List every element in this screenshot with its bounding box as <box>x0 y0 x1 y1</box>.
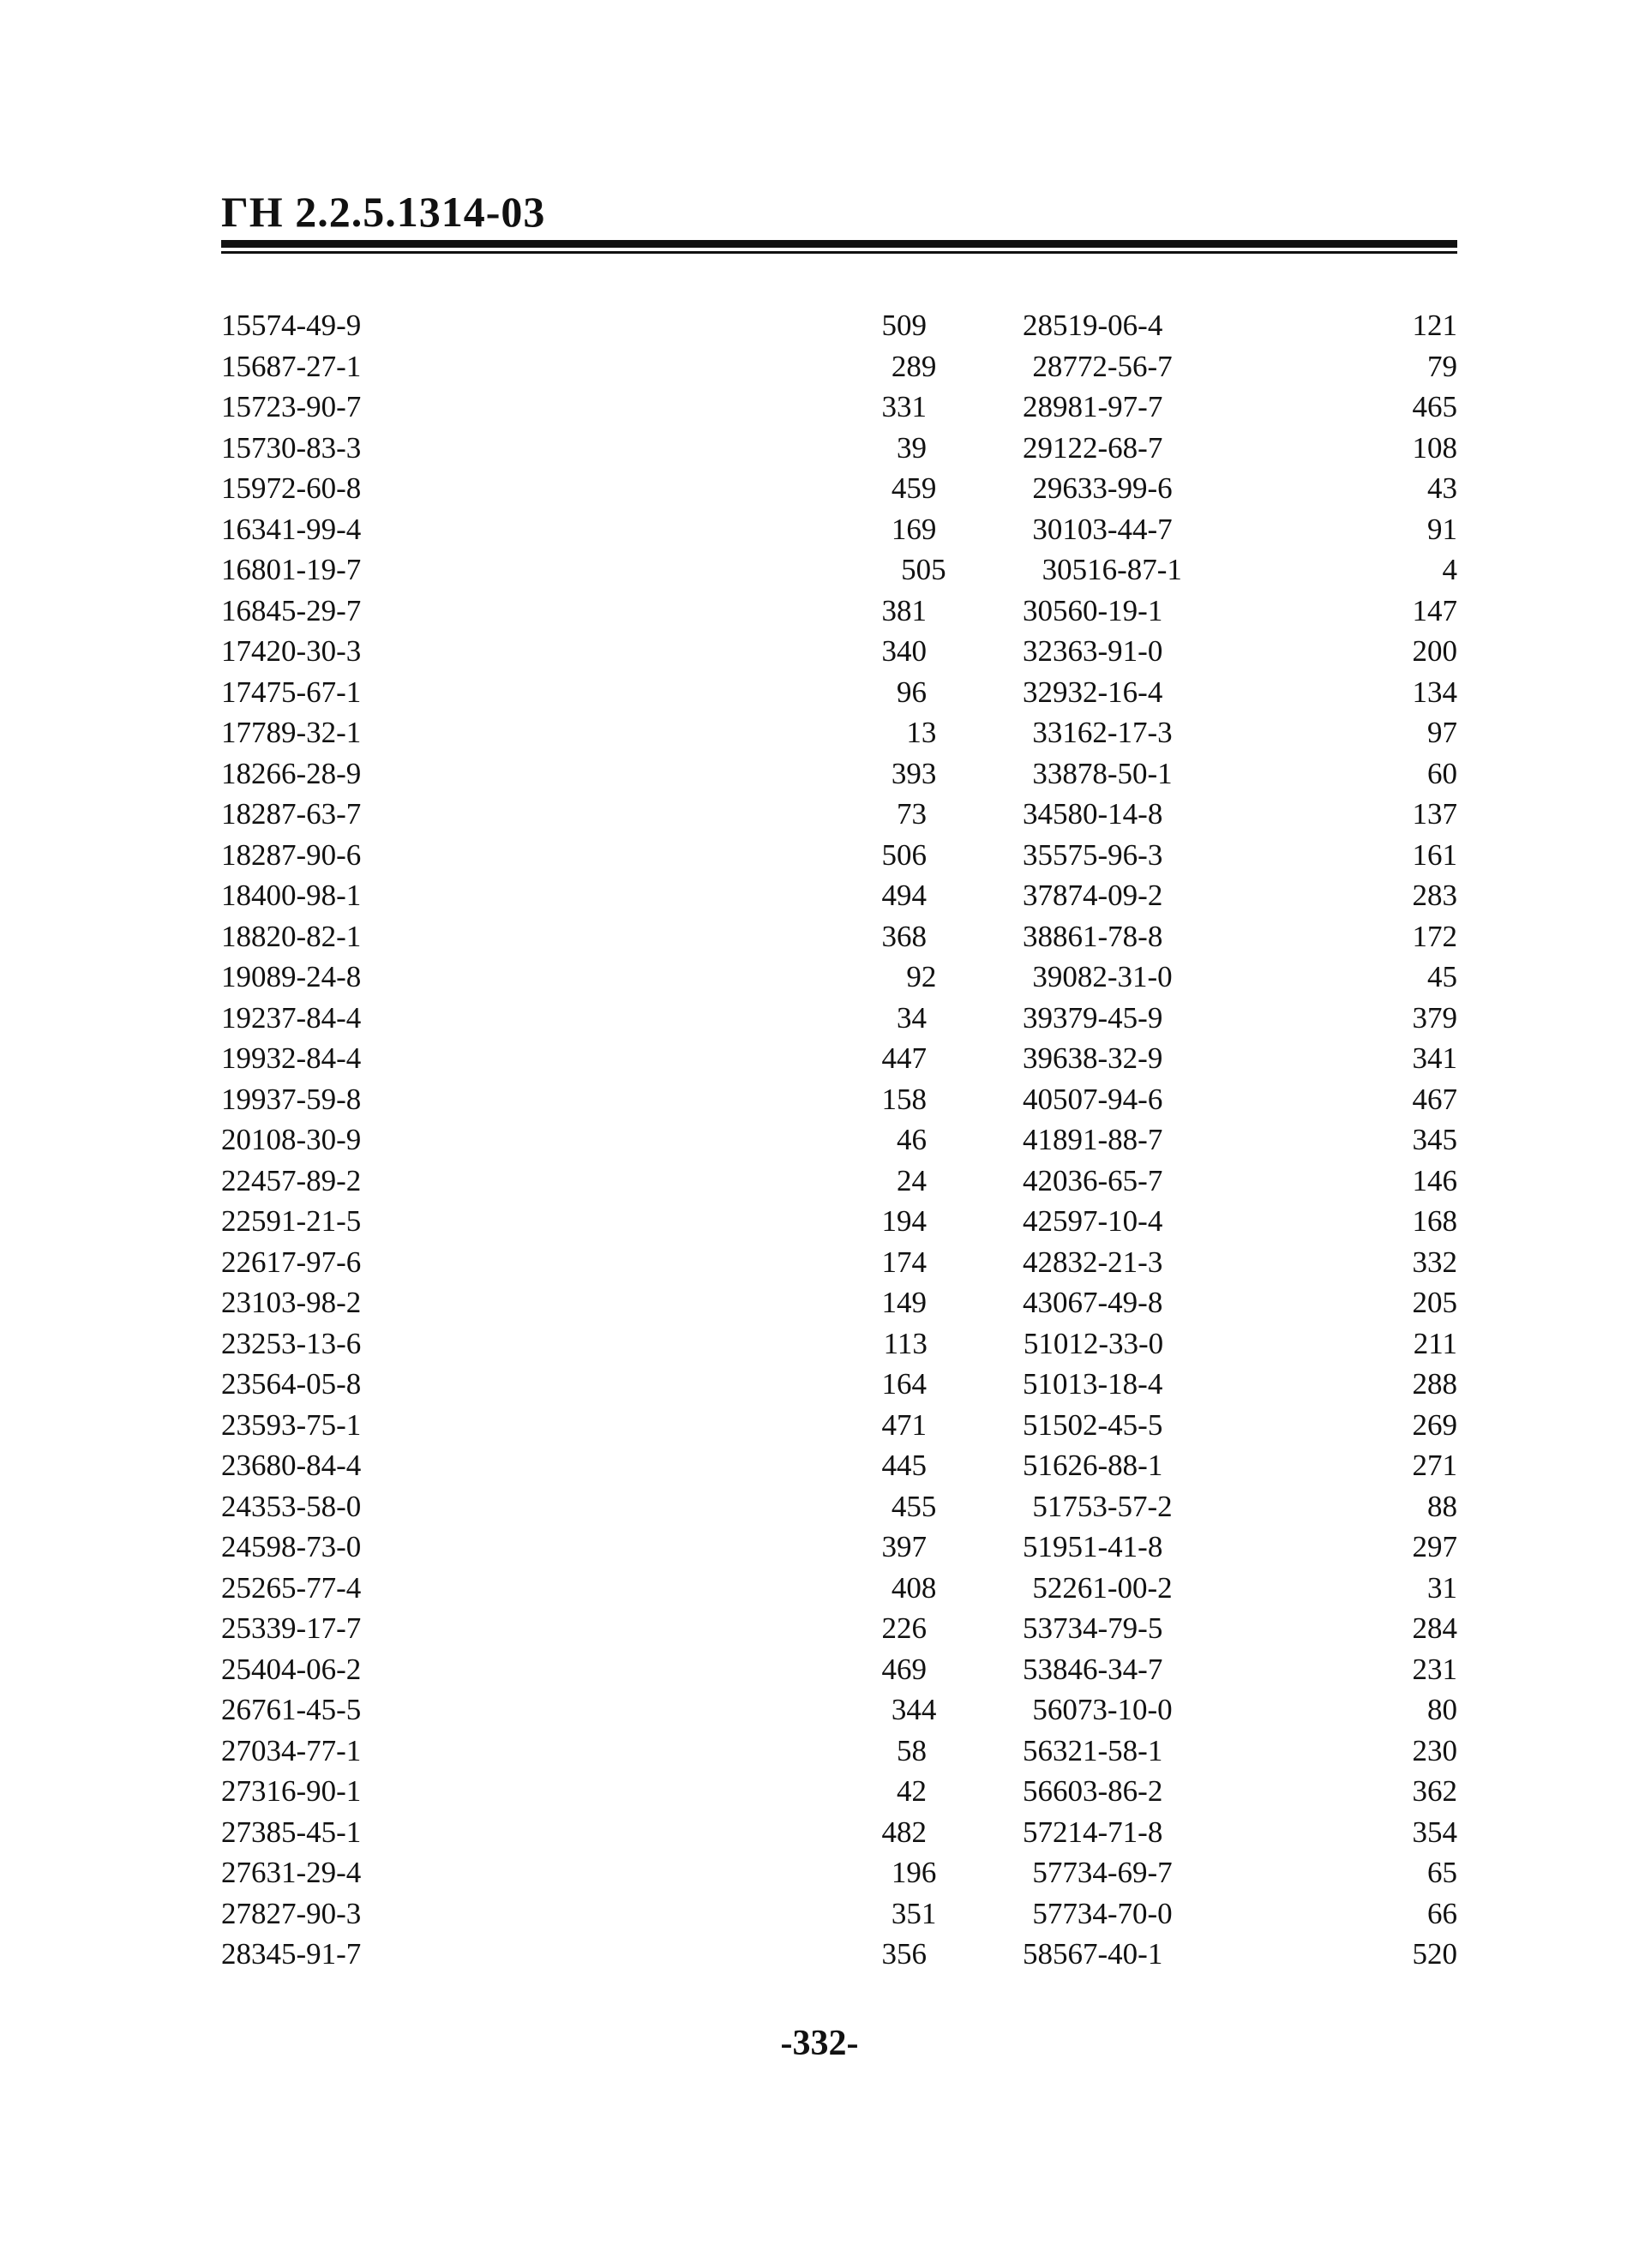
cas-number-right: 29633-99-6 <box>1032 471 1173 505</box>
cas-number-left: 23564-05-8 <box>221 1367 362 1401</box>
entry-number-right: 66 <box>1427 1896 1457 1930</box>
cas-number-right: 30103-44-7 <box>1032 512 1173 546</box>
table-row <box>221 1893 1457 1935</box>
entry-number-left: 455 <box>891 1489 937 1523</box>
entry-number-right: 137 <box>1412 797 1457 831</box>
entry-number-right: 4 <box>1442 553 1457 586</box>
table-row <box>221 1079 1457 1120</box>
entry-number-left: 393 <box>891 756 937 790</box>
cas-number-left: 18400-98-1 <box>221 879 362 912</box>
entry-number-right: 121 <box>1412 309 1457 342</box>
table-row <box>221 428 1457 469</box>
cas-number-right: 41891-88-7 <box>1023 1123 1163 1156</box>
table-row <box>221 875 1457 916</box>
entry-number-left: 164 <box>881 1367 928 1401</box>
entry-number-left: 158 <box>881 1082 928 1116</box>
entry-number-right: 284 <box>1412 1611 1457 1645</box>
table-row <box>221 1934 1457 1975</box>
cas-number-right: 51012-33-0 <box>1023 1326 1164 1360</box>
table-row <box>221 1323 1457 1365</box>
cas-number-left: 27316-90-1 <box>221 1774 362 1808</box>
cas-number-left: 18266-28-9 <box>221 756 362 790</box>
cas-number-left: 16801-19-7 <box>221 553 362 586</box>
cas-number-left: 22591-21-5 <box>221 1204 362 1238</box>
entry-number-left: 344 <box>891 1693 937 1726</box>
cas-number-right: 34580-14-8 <box>1023 797 1163 831</box>
entry-number-right: 467 <box>1412 1082 1457 1116</box>
cas-number-right: 33162-17-3 <box>1032 716 1173 749</box>
table-row <box>221 1405 1457 1446</box>
table-row <box>221 631 1457 672</box>
cas-number-left: 18820-82-1 <box>221 919 362 953</box>
cas-number-left: 19932-84-4 <box>221 1041 362 1075</box>
entry-number-left: 194 <box>881 1204 928 1238</box>
cas-number-right: 56073-10-0 <box>1032 1693 1173 1726</box>
cas-number-right: 57734-69-7 <box>1032 1856 1173 1889</box>
document-code-header: ГН 2.2.5.1314-03 <box>221 188 546 236</box>
entry-number-right: 205 <box>1412 1286 1457 1319</box>
table-row <box>221 672 1457 713</box>
table-row <box>221 1731 1457 1772</box>
cas-number-right: 53734-79-5 <box>1023 1611 1163 1645</box>
cas-number-right: 51951-41-8 <box>1023 1530 1163 1563</box>
entry-number-left: 34 <box>897 1000 928 1035</box>
table-row <box>221 1771 1457 1812</box>
cas-number-right: 32363-91-0 <box>1023 634 1163 668</box>
entry-number-left: 196 <box>891 1856 937 1889</box>
table-row <box>221 1038 1457 1079</box>
table-row <box>221 1568 1457 1609</box>
entry-number-left: 447 <box>881 1041 928 1075</box>
table-row <box>221 1608 1457 1649</box>
cas-number-left: 25404-06-2 <box>221 1652 362 1686</box>
cas-number-right: 42597-10-4 <box>1023 1204 1163 1238</box>
entry-number-right: 45 <box>1427 960 1457 993</box>
table-row <box>221 549 1457 591</box>
entry-number-left: 397 <box>881 1530 928 1563</box>
table-row <box>221 1649 1457 1690</box>
entry-number-left: 149 <box>881 1286 928 1319</box>
entry-number-right: 200 <box>1412 634 1457 668</box>
table-row <box>221 1364 1457 1405</box>
cas-number-left: 15972-60-8 <box>221 471 362 505</box>
cas-number-left: 18287-63-7 <box>221 797 362 831</box>
cas-number-right: 56603-86-2 <box>1023 1774 1163 1808</box>
cas-number-left: 15723-90-7 <box>221 390 362 423</box>
entry-number-right: 168 <box>1412 1204 1457 1238</box>
cas-number-right: 58567-40-1 <box>1023 1937 1163 1971</box>
entry-number-right: 465 <box>1412 390 1457 423</box>
cas-number-left: 23253-13-6 <box>221 1326 362 1360</box>
entry-number-right: 80 <box>1427 1693 1457 1726</box>
cas-number-left: 17475-67-1 <box>221 675 362 709</box>
entry-number-right: 146 <box>1412 1163 1457 1197</box>
cas-number-left: 20108-30-9 <box>221 1123 362 1156</box>
cas-number-right: 33878-50-1 <box>1032 756 1173 790</box>
entry-number-right: 231 <box>1412 1652 1457 1686</box>
entry-number-left: 226 <box>881 1611 928 1645</box>
entry-number-left: 509 <box>881 309 928 342</box>
entry-number-left: 96 <box>897 675 928 709</box>
header-rule-thick <box>221 240 1457 248</box>
entry-number-right: 65 <box>1427 1856 1457 1889</box>
table-row <box>221 1445 1457 1486</box>
entry-number-right: 345 <box>1412 1123 1457 1156</box>
entry-number-right: 379 <box>1412 1000 1457 1035</box>
table-row <box>221 1282 1457 1323</box>
entry-number-right: 341 <box>1412 1041 1457 1075</box>
entry-number-right: 43 <box>1427 471 1457 505</box>
table-row <box>221 835 1457 876</box>
cas-number-right: 53846-34-7 <box>1023 1652 1163 1686</box>
entry-number-left: 445 <box>881 1449 928 1482</box>
entry-number-left: 331 <box>881 390 928 423</box>
cas-number-left: 23593-75-1 <box>221 1407 362 1442</box>
entry-number-left: 24 <box>897 1163 928 1197</box>
cas-number-right: 39379-45-9 <box>1023 1000 1163 1035</box>
cas-number-right: 28981-97-7 <box>1023 390 1163 423</box>
entry-number-left: 408 <box>891 1570 937 1605</box>
entry-number-left: 169 <box>891 512 937 546</box>
cas-number-left: 17789-32-1 <box>221 716 362 749</box>
entry-number-right: 31 <box>1427 1570 1457 1605</box>
entry-number-right: 97 <box>1427 716 1457 749</box>
entry-number-right: 332 <box>1412 1245 1457 1279</box>
entry-number-left: 289 <box>891 349 937 383</box>
table-row <box>221 916 1457 957</box>
cas-number-left: 18287-90-6 <box>221 837 362 872</box>
cas-number-left: 15687-27-1 <box>221 349 362 383</box>
cas-number-left: 22617-97-6 <box>221 1245 362 1279</box>
entry-number-left: 42 <box>897 1774 928 1808</box>
entry-number-right: 211 <box>1413 1326 1457 1360</box>
entry-number-left: 506 <box>881 837 928 872</box>
cas-number-right: 39082-31-0 <box>1032 960 1173 993</box>
cas-number-left: 26761-45-5 <box>221 1693 362 1726</box>
cas-number-left: 15574-49-9 <box>221 309 362 342</box>
entry-number-left: 113 <box>883 1326 928 1360</box>
entry-number-right: 297 <box>1412 1530 1457 1563</box>
table-row <box>221 1242 1457 1283</box>
entry-number-left: 494 <box>881 879 928 912</box>
entry-number-right: 79 <box>1427 349 1457 383</box>
cas-number-right: 52261-00-2 <box>1032 1570 1173 1605</box>
cas-number-right: 56321-58-1 <box>1023 1733 1163 1767</box>
entry-number-right: 91 <box>1427 512 1457 546</box>
table-row <box>221 1812 1457 1853</box>
cas-number-right: 42036-65-7 <box>1023 1163 1163 1197</box>
cas-number-right: 57734-70-0 <box>1032 1896 1173 1930</box>
entry-number-right: 108 <box>1412 430 1457 465</box>
cas-number-left: 16341-99-4 <box>221 512 362 546</box>
cas-number-right: 43067-49-8 <box>1023 1286 1163 1319</box>
entry-number-left: 351 <box>891 1896 937 1930</box>
cas-number-right: 32932-16-4 <box>1023 675 1163 709</box>
cas-number-left: 16845-29-7 <box>221 593 362 627</box>
entry-number-right: 88 <box>1427 1489 1457 1523</box>
entry-number-left: 505 <box>901 553 946 586</box>
cas-number-right: 28519-06-4 <box>1023 309 1163 342</box>
entry-number-right: 269 <box>1412 1407 1457 1442</box>
cas-number-right: 29122-68-7 <box>1023 430 1163 465</box>
entry-number-left: 459 <box>891 471 937 505</box>
cas-number-right: 35575-96-3 <box>1023 837 1163 872</box>
entry-number-right: 288 <box>1412 1367 1457 1401</box>
header-rule <box>221 240 1457 254</box>
table-row <box>221 794 1457 835</box>
entry-number-left: 13 <box>906 716 937 749</box>
entry-number-right: 362 <box>1412 1774 1457 1808</box>
cas-number-right: 39638-32-9 <box>1023 1041 1163 1075</box>
cas-number-right: 30516-87-1 <box>1042 553 1182 586</box>
entry-number-right: 230 <box>1412 1733 1457 1767</box>
table-row <box>221 1161 1457 1202</box>
entry-number-right: 354 <box>1412 1815 1457 1849</box>
entry-number-right: 520 <box>1412 1937 1457 1971</box>
entry-number-left: 469 <box>881 1652 928 1686</box>
table-row <box>221 1852 1457 1893</box>
header-rule-thin <box>221 251 1457 254</box>
cas-number-left: 27034-77-1 <box>221 1733 362 1767</box>
cas-number-left: 27827-90-3 <box>221 1896 362 1930</box>
cas-number-right: 51502-45-5 <box>1023 1407 1163 1442</box>
table-row <box>221 1119 1457 1161</box>
table-row <box>221 1486 1457 1527</box>
cas-number-left: 24598-73-0 <box>221 1530 362 1563</box>
cas-number-left: 23103-98-2 <box>221 1286 362 1319</box>
entry-number-left: 174 <box>881 1245 928 1279</box>
cas-number-left: 19937-59-8 <box>221 1082 362 1116</box>
cas-number-right: 40507-94-6 <box>1023 1082 1163 1116</box>
entry-number-right: 147 <box>1412 593 1457 627</box>
table-row <box>221 346 1457 387</box>
page-number: -332- <box>780 2024 859 2063</box>
table-row <box>221 1201 1457 1242</box>
entry-number-right: 60 <box>1427 756 1457 790</box>
entry-number-left: 39 <box>897 430 928 465</box>
table-row <box>221 387 1457 428</box>
table-row <box>221 957 1457 998</box>
cas-number-right: 57214-71-8 <box>1023 1815 1163 1849</box>
cas-number-left: 27385-45-1 <box>221 1815 362 1849</box>
cas-number-left: 22457-89-2 <box>221 1163 362 1197</box>
cas-number-left: 15730-83-3 <box>221 430 362 465</box>
table-row <box>221 1689 1457 1731</box>
table-row <box>221 712 1457 753</box>
table-row <box>221 468 1457 509</box>
entry-number-left: 73 <box>897 797 928 831</box>
cas-number-left: 23680-84-4 <box>221 1449 362 1482</box>
entry-number-right: 134 <box>1412 675 1457 709</box>
cas-number-right: 42832-21-3 <box>1023 1245 1163 1279</box>
entry-number-right: 271 <box>1412 1449 1457 1482</box>
cas-number-right: 38861-78-8 <box>1023 919 1163 953</box>
cas-number-left: 17420-30-3 <box>221 634 362 668</box>
cas-number-right: 51626-88-1 <box>1023 1449 1163 1482</box>
cas-number-left: 24353-58-0 <box>221 1489 362 1523</box>
entry-number-left: 356 <box>881 1937 928 1971</box>
entry-number-left: 381 <box>881 593 928 627</box>
entry-number-right: 161 <box>1412 837 1457 872</box>
table-row <box>221 509 1457 550</box>
table-row <box>221 1527 1457 1568</box>
cas-number-left: 19089-24-8 <box>221 960 362 993</box>
entry-number-left: 92 <box>906 960 937 993</box>
cas-number-right: 51013-18-4 <box>1023 1367 1163 1401</box>
table-row <box>221 591 1457 632</box>
entry-number-left: 340 <box>881 634 928 668</box>
cas-number-right: 30560-19-1 <box>1023 593 1163 627</box>
cas-number-right: 51753-57-2 <box>1032 1489 1173 1523</box>
cas-number-left: 28345-91-7 <box>221 1937 362 1971</box>
cas-number-right: 37874-09-2 <box>1023 879 1163 912</box>
table-row <box>221 753 1457 795</box>
entry-number-left: 368 <box>881 919 928 953</box>
cas-number-left: 25265-77-4 <box>221 1570 362 1605</box>
entry-number-left: 471 <box>881 1407 928 1442</box>
cas-number-right: 28772-56-7 <box>1032 349 1173 383</box>
table-row <box>221 998 1457 1039</box>
entry-number-left: 58 <box>897 1733 928 1767</box>
cas-number-left: 19237-84-4 <box>221 1000 362 1035</box>
cas-index-table <box>221 305 1457 1975</box>
cas-number-left: 25339-17-7 <box>221 1611 362 1645</box>
cas-number-left: 27631-29-4 <box>221 1856 362 1889</box>
entry-number-left: 46 <box>897 1123 928 1156</box>
table-row <box>221 305 1457 346</box>
entry-number-left: 482 <box>881 1815 928 1849</box>
entry-number-right: 283 <box>1412 879 1457 912</box>
entry-number-right: 172 <box>1412 919 1457 953</box>
